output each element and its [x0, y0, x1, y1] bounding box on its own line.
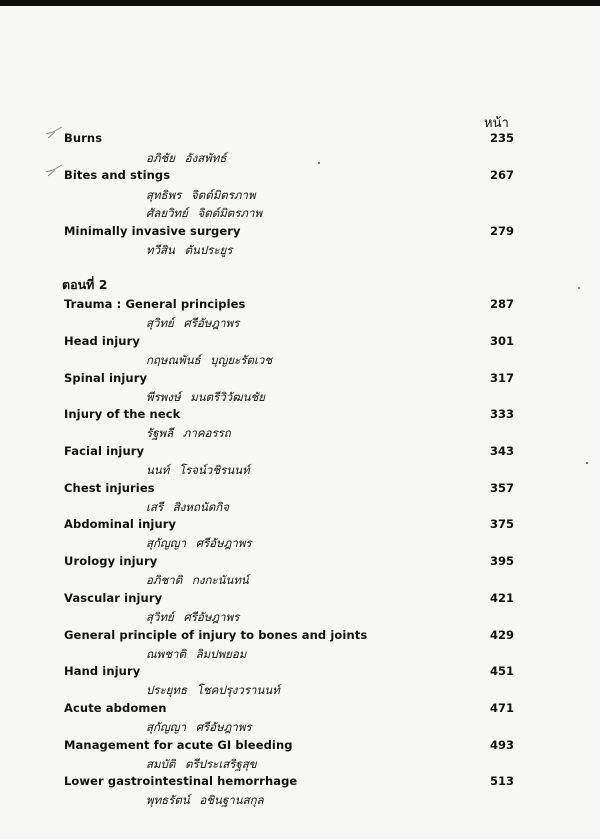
entry-title-bites: Bites and stings: [64, 168, 171, 182]
entry-author-chest: เสรี สิงหถนัดกิจ: [146, 500, 229, 514]
entry-author-spinal: พีรพงษ์ มนตรีวิวัฒนชัย: [146, 390, 265, 404]
entry-page-hand: 451: [490, 664, 515, 678]
entry-title-bones-joints: General principle of injury to bones and joints: [64, 628, 368, 642]
entry-page-neck: 333: [490, 407, 515, 421]
entry-page-vascular: 421: [490, 591, 515, 605]
entry-title-trauma: Trauma : General principles: [64, 297, 246, 311]
entry-page-chest: 357: [490, 481, 515, 495]
entry-page-bites: 267: [490, 168, 515, 182]
entry-author-head: กฤษณพันธ์ บุญยะรัตเวช: [146, 353, 273, 367]
entry-author-minimally-invasive: ทวีสิน ตันประยูร: [146, 243, 233, 257]
entry-page-trauma: 287: [490, 297, 515, 311]
entry-author-bites-1: สุทธิพร จิตต์มิตรภาพ: [146, 188, 256, 202]
page-column-header: หน้า: [484, 116, 509, 131]
entry-author-facial: นนท์ โรจน์วชิรนนท์: [146, 463, 250, 477]
entry-author-gi-bleeding: สมบัติ ตรีประเสริฐสุข: [146, 757, 257, 771]
entry-title-gi-bleeding: Management for acute GI bleeding: [64, 738, 293, 752]
scan-top-edge: [0, 0, 600, 6]
entry-author-trauma: สุวิทย์ ศรีอัษฎาพร: [146, 316, 240, 330]
entry-author-bites-2: ศัลยวิทย์ จิตต์มิตรภาพ: [146, 206, 263, 220]
entry-author-urology: อภิชาติ กงกะนันทน์: [146, 573, 249, 587]
entry-author-bones-joints: ณพชาติ ลิมปพยอม: [146, 647, 247, 661]
entry-title-lower-gi: Lower gastrointestinal hemorrhage: [64, 774, 298, 788]
entry-author-neck: รัฐพลี ภาคอรรถ: [146, 426, 231, 440]
scan-speck: [578, 287, 580, 289]
entry-page-burns: 235: [490, 131, 515, 145]
entry-page-acute-abdomen: 471: [490, 701, 515, 715]
entry-title-hand: Hand injury: [64, 664, 141, 678]
entry-title-acute-abdomen: Acute abdomen: [64, 701, 167, 715]
entry-title-chest: Chest injuries: [64, 481, 155, 495]
entry-title-minimally-invasive: Minimally invasive surgery: [64, 224, 241, 238]
entry-page-abdominal: 375: [490, 517, 515, 531]
entry-author-abdominal: สุกัญญา ศรีอัษฎาพร: [146, 536, 252, 550]
entry-title-spinal: Spinal injury: [64, 371, 148, 385]
scan-speck: [586, 462, 588, 464]
entry-title-head: Head injury: [64, 334, 140, 348]
pencil-tick-icon: [44, 163, 64, 179]
entry-page-urology: 395: [490, 554, 515, 568]
entry-author-vascular: สุวิทย์ ศรีอัษฎาพร: [146, 610, 240, 624]
pencil-tick-icon: [44, 126, 64, 142]
entry-author-hand: ประยุทธ โชคปรุงวรานนท์: [146, 683, 280, 697]
scan-speck: [318, 162, 320, 164]
entry-page-facial: 343: [490, 444, 515, 458]
entry-page-minimally-invasive: 279: [490, 224, 515, 238]
entry-page-spinal: 317: [490, 371, 515, 385]
entry-title-burns: Burns: [64, 131, 103, 145]
entry-title-urology: Urology injury: [64, 554, 158, 568]
entry-page-gi-bleeding: 493: [490, 738, 515, 752]
entry-title-neck: Injury of the neck: [64, 407, 181, 421]
entry-page-head: 301: [490, 334, 515, 348]
entry-title-abdominal: Abdominal injury: [64, 517, 177, 531]
entry-page-bones-joints: 429: [490, 628, 515, 642]
entry-author-burns: อภิชัย อังสพัทธ์: [146, 151, 227, 165]
entry-page-lower-gi: 513: [490, 774, 515, 788]
entry-author-lower-gi: พุทธรัตน์ อชินฐานสกุล: [146, 793, 264, 807]
entry-author-acute-abdomen: สุกัญญา ศรีอัษฎาพร: [146, 720, 252, 734]
section-heading: ตอนที่ 2: [62, 277, 108, 292]
entry-title-facial: Facial injury: [64, 444, 145, 458]
entry-title-vascular: Vascular injury: [64, 591, 163, 605]
